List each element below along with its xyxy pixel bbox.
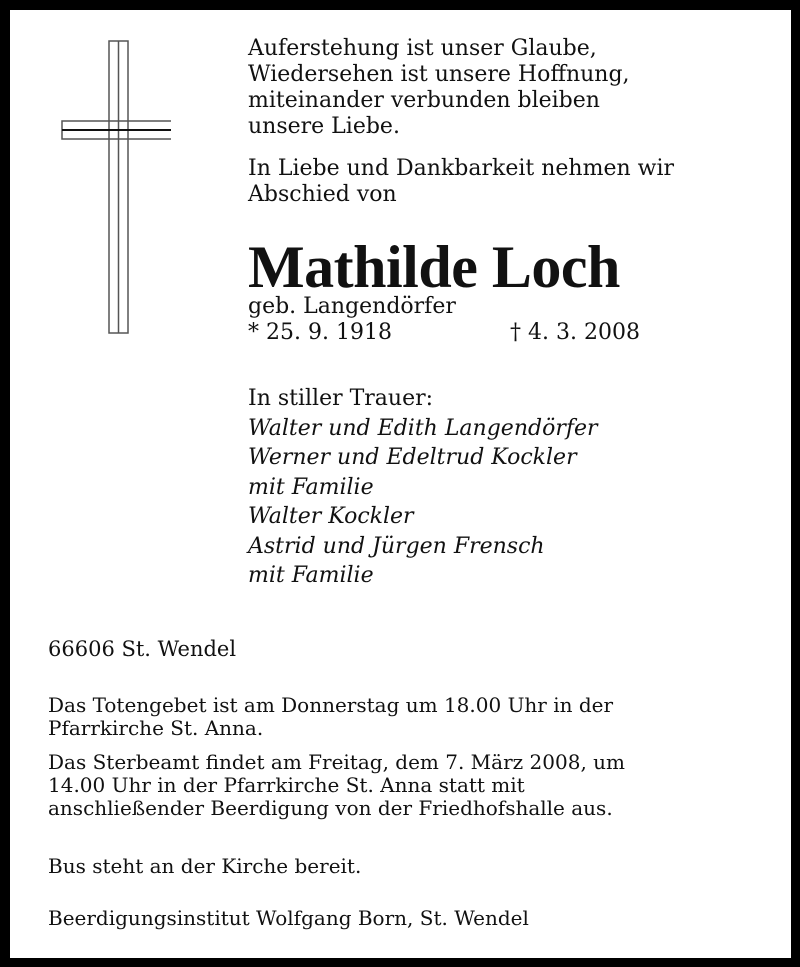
mass-line: 14.00 Uhr in der Pfarrkirche St. Anna statt mit <box>48 773 525 797</box>
birth-date: * 25. 9. 1918 <box>248 320 392 345</box>
undertaker: Beerdigungsinstitut Wolfgang Born, St. Wendel <box>48 906 529 930</box>
mourner: Walter Kockler <box>248 504 414 529</box>
verse-line: unsere Liebe. <box>248 114 400 139</box>
mass-info <box>48 751 625 820</box>
prayer-line: Das Totengebet ist am Donnerstag um 18.00 Uhr in der <box>48 693 614 717</box>
verse <box>248 36 630 140</box>
mourners <box>248 384 598 591</box>
verse-line: Wiedersehen ist unsere Hoffnung, <box>248 62 630 87</box>
mass-line: Das Sterbeamt findet am Freitag, dem 7. März 2008, um <box>48 750 626 774</box>
death-date: † 4. 3. 2008 <box>510 320 640 345</box>
verse-line: miteinander verbunden bleiben <box>248 88 600 113</box>
prayer-line: Pfarrkirche St. Anna. <box>48 716 264 740</box>
mourner: mit Familie <box>248 563 374 588</box>
intro-line: Abschied von <box>248 182 397 207</box>
mourner: Astrid und Jürgen Frensch <box>248 533 545 559</box>
life-dates <box>248 294 640 346</box>
deceased-name: Mathilde Loch <box>248 234 620 300</box>
verse-line: Auferstehung ist unser Glaube, <box>248 36 597 61</box>
prayer-info <box>48 694 613 740</box>
mourner: mit Familie <box>248 474 374 500</box>
mourning-heading: In stiller Trauer: <box>248 386 434 411</box>
mass-line: anschließender Beerdigung von der Friedhofshalle aus. <box>48 796 613 820</box>
mourner: Werner und Edeltrud Kockler <box>248 445 577 470</box>
intro-line: In Liebe und Dankbarkeit nehmen wir <box>248 156 675 181</box>
maiden-name: geb. Langendörfer <box>248 294 456 319</box>
mourner: Walter und Edith Langendörfer <box>248 415 598 441</box>
intro <box>248 156 674 208</box>
cross-icon <box>51 40 171 340</box>
location: 66606 St. Wendel <box>48 637 237 661</box>
bus-info: Bus steht an der Kirche bereit. <box>48 854 362 878</box>
